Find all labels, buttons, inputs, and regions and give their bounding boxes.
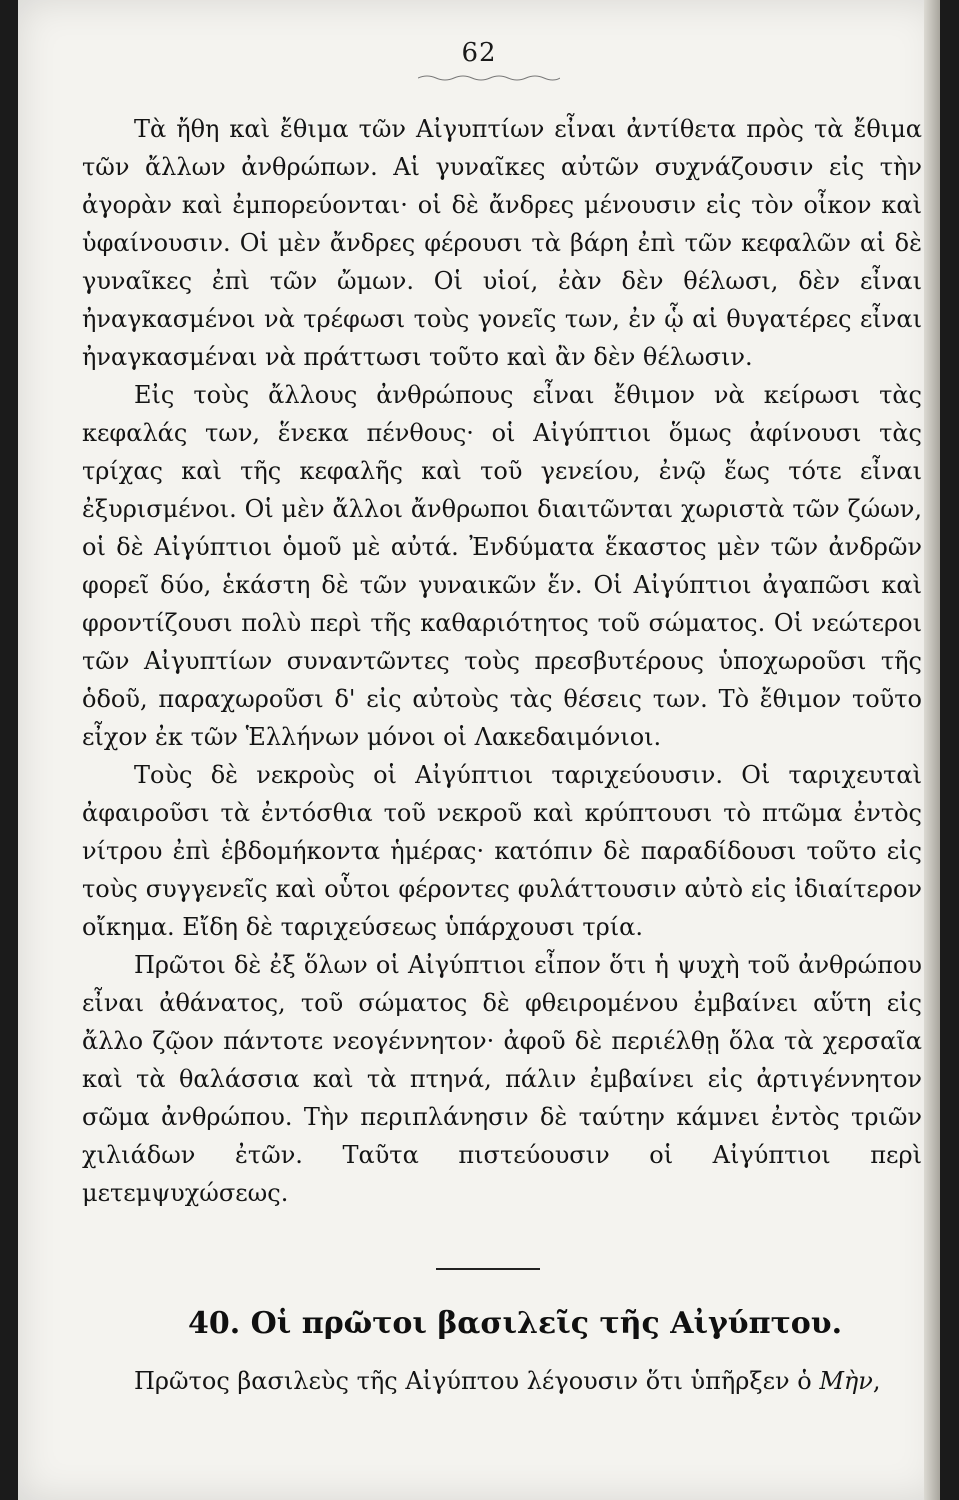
section-divider [436, 1268, 540, 1270]
book-page [18, 0, 940, 1500]
page-binding-shadow [924, 0, 940, 1500]
paragraph-first-kings [82, 1362, 922, 1400]
first-kings-text: Πρῶτος βασιλεὺς τῆς Αἰγύπτου λέγουσιν ὅτι ὑπῆρξεν ὁ [134, 1367, 820, 1395]
page-number: 62 [461, 38, 497, 68]
king-name: Μὴν [819, 1367, 873, 1395]
first-kings-end: , [872, 1367, 881, 1395]
paragraph-embalming: Τοὺς δὲ νεκροὺς οἱ Αἰγύπτιοι ταριχεύουσιν. Οἱ ταριχευταὶ ἀφαιροῦσι τὰ ἐντόσθια τοῦ νεκροῦ καὶ κρύπτουσι τὸ πτῶμα ἐντὸς νίτρου ἐπὶ ἑβδομήκοντα ἡμέρας· κατόπιν δὲ παραδίδουσι τοῦτο εἰς τοὺς συγγενεῖς καὶ οὗτοι φέροντες φυλάττουσιν αὐτὸ εἰς ἰδιαίτερον οἴκημα. Εἴδη δὲ ταριχεύσεως ὑπάρχουσι τρία. [82, 761, 922, 941]
section-heading: 40. Οἱ πρῶτοι βασιλεῖς τῆς Αἰγύπτου. [188, 1306, 843, 1341]
header-ornament [418, 74, 560, 82]
paragraph-soul: Πρῶτοι δὲ ἐξ ὅλων οἱ Αἰγύπτιοι εἶπον ὅτι ἡ ψυχὴ τοῦ ἀνθρώπου εἶναι ἀθάνατος, τοῦ σώματος δὲ φθειρομένου ἐμβαίνει αὕτη εἰς ἄλλο ζῷον πάντοτε νεογέννητον· ἀφοῦ δὲ περιέλθῃ ὅλα τὰ χερσαῖα καὶ τὰ θαλάσσια καὶ τὰ πτηνά, πάλιν ἐμβαίνει εἰς ἀρτιγέννητον σῶμα ἀνθρώπου. Τὴν περιπλάνησιν δὲ ταύτην κάμνει ἐντὸς τριῶν χιλιάδων ἐτῶν. Ταῦτα πιστεύουσιν οἱ Αἰγύπτιοι περὶ μετεμψυχώσεως. [82, 951, 922, 1207]
body-text [82, 110, 922, 1212]
paragraph-customs: Τὰ ἤθη καὶ ἔθιμα τῶν Αἰγυπτίων εἶναι ἀντίθετα πρὸς τὰ ἔθιμα τῶν ἄλλων ἀνθρώπων. Αἱ γυναῖκες αὐτῶν συχνάζουσιν εἰς τὴν ἀγορὰν καὶ ἐμπορεύονται· οἱ δὲ ἄνδρες μένουσιν εἰς τὸν οἶκον καὶ ὑφαίνουσιν. Οἱ μὲν ἄνδρες φέρουσι τὰ βάρη ἐπὶ τῶν κεφαλῶν αἱ δὲ γυναῖκες ἐπὶ τῶν ὤμων. Οἱ υἱοί, ἐὰν δὲν θέλωσι, δὲν εἶναι ἠναγκασμένοι νὰ τρέφωσι τοὺς γονεῖς των, ἐν ᾧ αἱ θυγατέρες εἶναι ἠναγκασμέναι νὰ πράττωσι τοῦτο καὶ ἂν δὲν θέλωσιν. [82, 115, 922, 371]
paragraph-mourning: Εἰς τοὺς ἄλλους ἀνθρώπους εἶναι ἔθιμον νὰ κείρωσι τὰς κεφαλάς των, ἕνεκα πένθους· οἱ Αἰγύπτιοι ὅμως ἀφίνουσι τὰς τρίχας καὶ τῆς κεφαλῆς καὶ τοῦ γενείου, ἐνῷ ἕως τότε εἶναι ἐξυρισμένοι. Οἱ μὲν ἄλλοι ἄνθρωποι διαιτῶνται χωριστὰ τῶν ζώων, οἱ δὲ Αἰγύπτιοι ὁμοῦ μὲ αὐτά. Ἐνδύματα ἕκαστος μὲν τῶν ἀνδρῶν φορεῖ δύο, ἑκάστη δὲ τῶν γυναικῶν ἕν. Οἱ Αἰγύπτιοι ἀγαπῶσι καὶ φροντίζουσι πολὺ περὶ τῆς καθαριότητος τοῦ σώματος. Οἱ νεώτεροι τῶν Αἰγυπτίων συναντῶντες τοὺς πρεσβυτέρους ὑποχωροῦσι τῆς ὁδοῦ, παραχωροῦσι δ' εἰς αὐτοὺς τὰς θέσεις των. Τὸ ἔθιμον τοῦτο εἶχον ἐκ τῶν Ἑλλήνων μόνοι οἱ Λακεδαιμόνιοι. [82, 381, 922, 751]
